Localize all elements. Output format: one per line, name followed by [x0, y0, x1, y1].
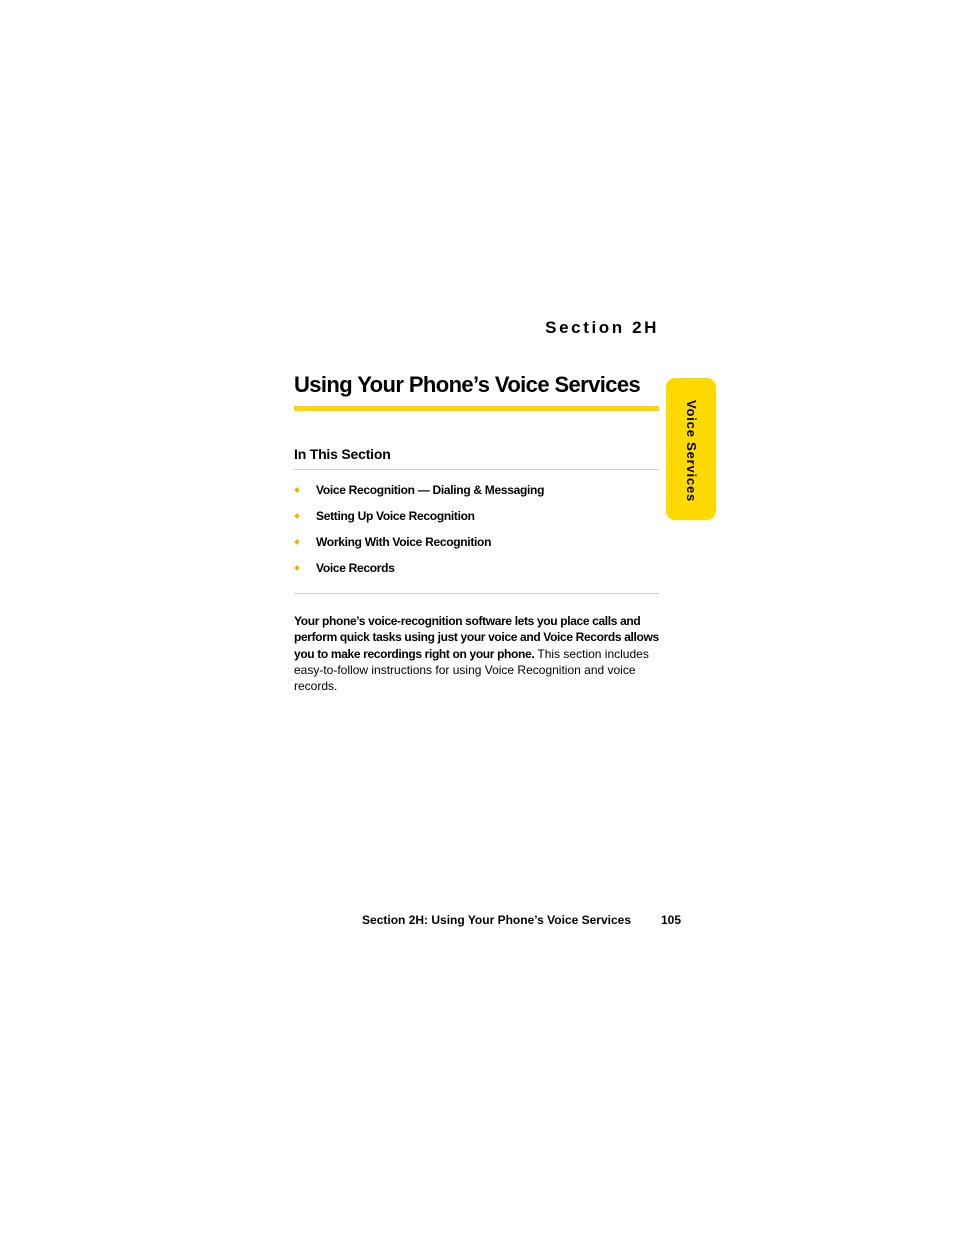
- intro-body: This section includes easy-to-follow instructions for using Voice Recognition and voice records.: [294, 646, 649, 694]
- divider-top: [294, 469, 659, 470]
- section-contents-list: [294, 483, 659, 587]
- intro-paragraph: [294, 613, 659, 694]
- diamond-bullet-icon: [294, 539, 300, 545]
- intro-lead: Your phone’s voice-recognition software lets you place calls and perform quick tasks using just your voice and Voice Records allows you to make recordings right on your phone.: [294, 614, 659, 661]
- footer-title: Section 2H: Using Your Phone’s Voice Services: [362, 913, 631, 927]
- divider-bottom: [294, 593, 659, 594]
- diamond-bullet-icon: [294, 513, 300, 519]
- list-item-label: Voice Records: [316, 561, 395, 575]
- list-item: [294, 535, 659, 561]
- list-item: [294, 483, 659, 509]
- list-item: [294, 509, 659, 535]
- title-underline: [294, 406, 659, 411]
- section-label: Section 2H: [545, 318, 659, 337]
- diamond-bullet-icon: [294, 565, 300, 571]
- list-item-label: Voice Recognition — Dialing & Messaging: [316, 483, 545, 497]
- side-tab-label: Voice Services: [684, 400, 699, 503]
- in-this-section-heading: In This Section: [294, 446, 391, 462]
- side-tab: [666, 378, 716, 520]
- list-item: [294, 561, 659, 587]
- diamond-bullet-icon: [294, 487, 300, 493]
- page-title: Using Your Phone’s Voice Services: [294, 372, 641, 397]
- list-item-label: Setting Up Voice Recognition: [316, 509, 475, 523]
- list-item-label: Working With Voice Recognition: [316, 535, 492, 549]
- page-number: 105: [660, 913, 681, 927]
